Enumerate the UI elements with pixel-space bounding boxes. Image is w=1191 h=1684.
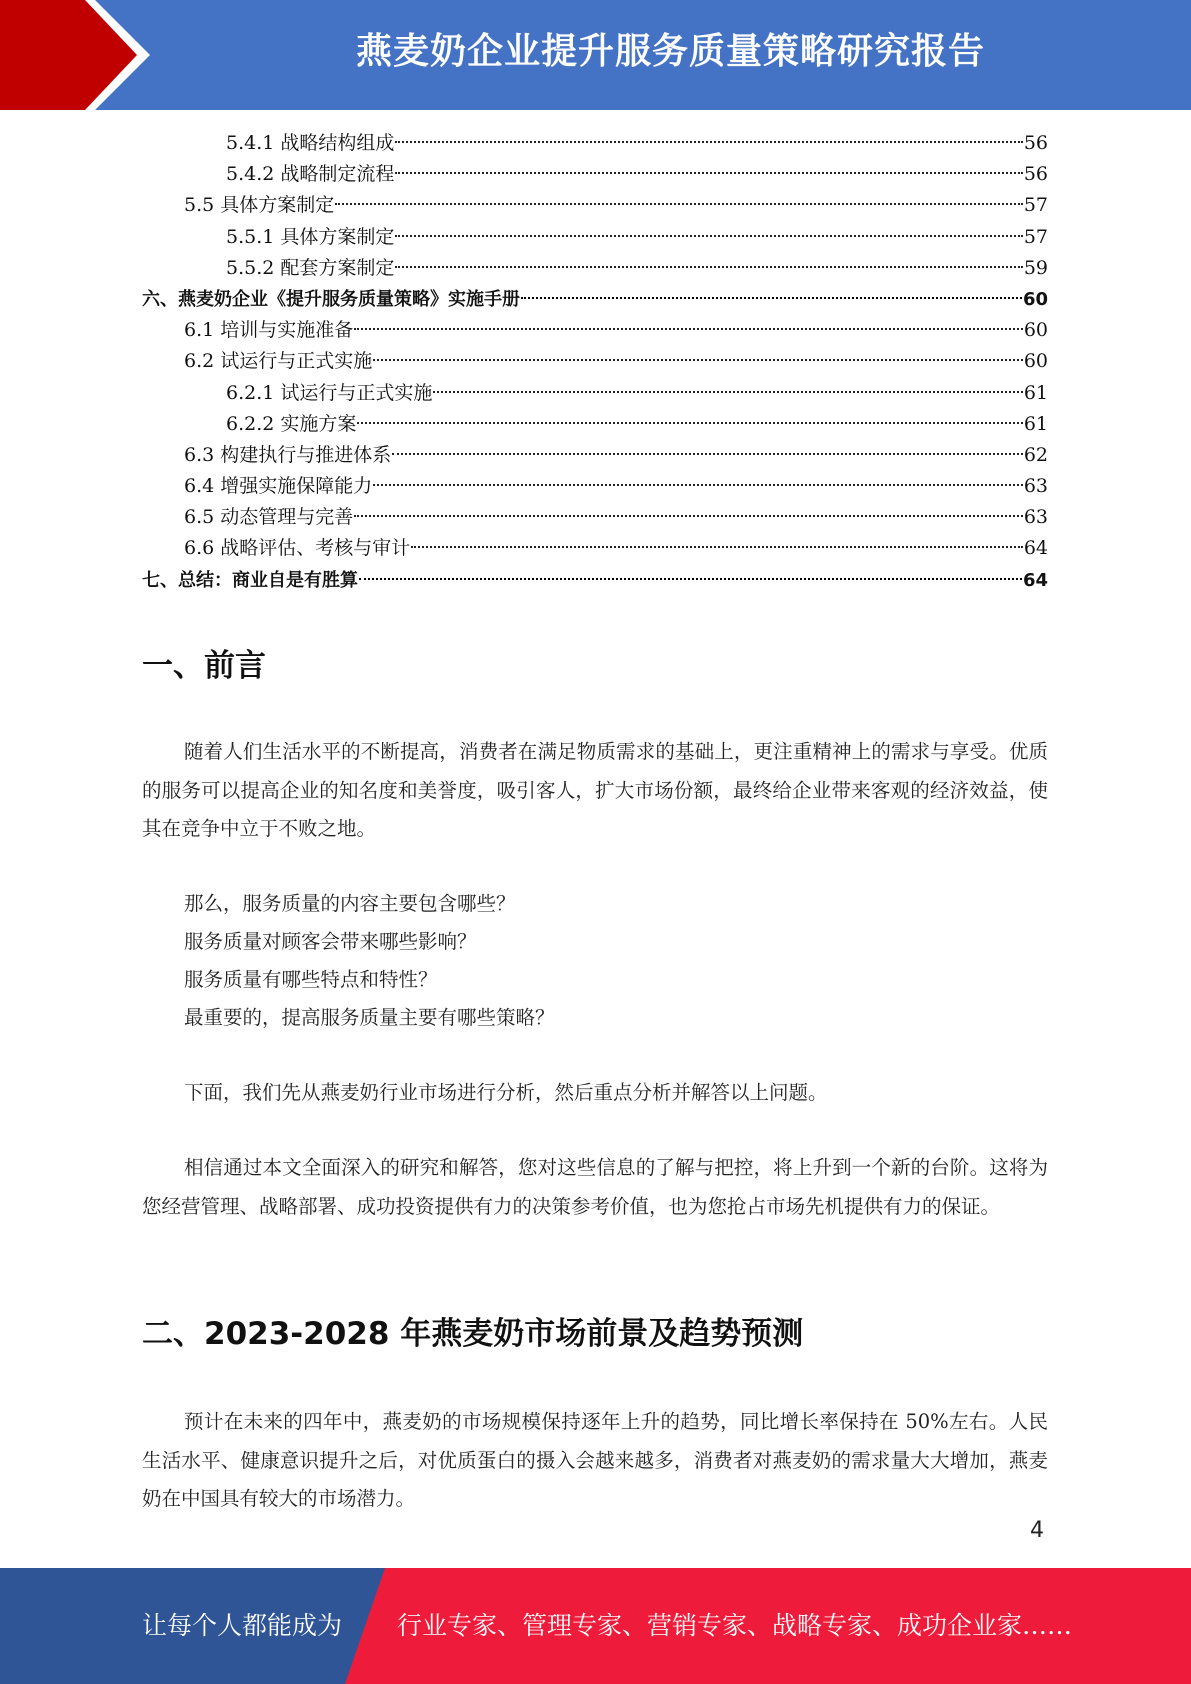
footer-slogan-right: 行业专家、管理专家、营销专家、战略专家、成功企业家…… — [397, 1611, 1073, 1640]
toc-entry-page: 57 — [1023, 194, 1048, 217]
preface-paragraph-2: 下面，我们先从燕麦奶行业市场进行分析，然后重点分析并解答以上问题。 — [184, 1081, 828, 1104]
toc-dot-leader — [395, 266, 1022, 268]
toc-entry[interactable] — [142, 502, 1048, 533]
report-title: 燕麦奶企业提升服务质量策略研究报告 — [355, 31, 985, 72]
toc-entry-title: 6.5 动态管理与完善 — [184, 506, 354, 529]
section-heading-preface: 一、前言 — [142, 648, 266, 684]
toc-entry-page: 61 — [1023, 381, 1048, 404]
footer-slogan-left: 让每个人都能成为 — [142, 1611, 343, 1640]
toc-entry-page: 56 — [1023, 132, 1048, 154]
toc-entry-page: 60 — [1023, 350, 1048, 373]
toc-dot-leader — [354, 515, 1023, 517]
toc-entry-page: 64 — [1022, 569, 1048, 591]
toc-entry[interactable] — [142, 190, 1048, 221]
toc-dot-leader — [354, 328, 1023, 330]
toc-dot-leader — [392, 453, 1023, 455]
preface-question-4: 最重要的，提高服务质量主要有哪些策略？ — [184, 1006, 555, 1029]
toc-entry-page: 60 — [1022, 288, 1048, 310]
toc-entry-title: 5.5.1 具体方案制定 — [226, 225, 395, 248]
forecast-paragraph-1: 预计在未来的四年中，燕麦奶的市场规模保持逐年上升的趋势，同比增长率保持在 50%左右。人民生活水平、健康意识提升之后，对优质蛋白的摄入会越来越多，消费者对燕麦奶的需求量大大增加，燕麦奶在中国具有较大的市场潜力。 — [142, 1410, 1048, 1510]
toc-entry[interactable] — [142, 159, 1048, 190]
toc-entry-title: 6.4 增强实施保障能力 — [184, 475, 373, 498]
section-heading-forecast: 二、2023-2028 年燕麦奶市场前景及趋势预测 — [142, 1316, 804, 1352]
toc-entry-page: 62 — [1023, 443, 1048, 466]
toc-entry[interactable] — [142, 533, 1048, 564]
toc-entry-title: 七、总结：商业自是有胜算 — [142, 569, 358, 591]
preface-question-1: 那么，服务质量的内容主要包含哪些？ — [184, 892, 516, 915]
toc-entry[interactable] — [142, 253, 1048, 284]
toc-dot-leader — [433, 391, 1022, 393]
toc-dot-leader — [335, 203, 1023, 205]
toc-entry-title: 6.2.1 试运行与正式实施 — [226, 381, 433, 404]
toc-dot-leader — [357, 422, 1022, 424]
toc-dot-leader — [395, 235, 1022, 237]
page-footer — [0, 1568, 1191, 1684]
preface-question-2: 服务质量对顾客会带来哪些影响？ — [184, 930, 477, 953]
toc-entry-title: 6.2.2 实施方案 — [226, 412, 357, 435]
toc-entry[interactable] — [142, 284, 1048, 315]
toc-entry-page: 59 — [1023, 256, 1048, 279]
toc-entry-page: 64 — [1023, 537, 1048, 560]
toc-entry[interactable] — [142, 409, 1048, 440]
table-of-contents — [142, 128, 1048, 596]
toc-entry[interactable] — [142, 346, 1048, 377]
toc-entry-title: 5.5 具体方案制定 — [184, 194, 335, 217]
toc-entry-page: 61 — [1023, 412, 1048, 435]
toc-entry-page: 56 — [1023, 163, 1048, 186]
toc-entry-page: 63 — [1023, 475, 1048, 498]
toc-entry-title: 6.2 试运行与正式实施 — [184, 350, 373, 373]
preface-paragraph-3: 相信通过本文全面深入的研究和解答，您对这些信息的了解与把控，将上升到一个新的台阶。这将为您经营管理、战略部署、成功投资提供有力的决策参考价值，也为您抢占市场先机提供有力的保证。 — [142, 1156, 1048, 1218]
preface-question-3: 服务质量有哪些特点和特性？ — [184, 968, 438, 991]
toc-dot-leader — [395, 141, 1022, 143]
header-arrow-decoration — [0, 0, 160, 110]
toc-dot-leader — [395, 172, 1022, 174]
toc-entry-title: 6.6 战略评估、考核与审计 — [184, 537, 411, 560]
toc-entry-title: 5.4.1 战略结构组成 — [226, 132, 395, 154]
toc-dot-leader — [373, 484, 1023, 486]
toc-entry-title: 6.1 培训与实施准备 — [184, 319, 354, 342]
toc-entry-page: 60 — [1023, 319, 1048, 342]
page-number: 4 — [1030, 1518, 1044, 1543]
toc-entry-page: 63 — [1023, 506, 1048, 529]
toc-dot-leader — [411, 546, 1023, 548]
toc-entry-title: 5.4.2 战略制定流程 — [226, 163, 395, 186]
toc-entry-title: 5.5.2 配套方案制定 — [226, 256, 395, 279]
toc-entry-title: 6.3 构建执行与推进体系 — [184, 443, 392, 466]
toc-entry[interactable] — [142, 440, 1048, 471]
preface-paragraph-1: 随着人们生活水平的不断提高，消费者在满足物质需求的基础上，更注重精神上的需求与享受。优质的服务可以提高企业的知名度和美誉度，吸引客人，扩大市场份额，最终给企业带来客观的经济效益，使其在竞争中立于不败之地。 — [142, 740, 1048, 840]
toc-dot-leader — [521, 297, 1022, 299]
page-header — [0, 0, 1191, 110]
toc-entry[interactable] — [142, 222, 1048, 253]
toc-entry[interactable] — [142, 471, 1048, 502]
toc-entry-title: 六、燕麦奶企业《提升服务质量策略》实施手册 — [142, 288, 520, 310]
toc-entry[interactable] — [142, 128, 1048, 159]
toc-dot-leader — [359, 578, 1022, 580]
toc-entry-page: 57 — [1023, 225, 1048, 248]
toc-dot-leader — [373, 359, 1023, 361]
toc-entry[interactable] — [142, 315, 1048, 346]
toc-entry[interactable] — [142, 378, 1048, 409]
toc-entry[interactable] — [142, 565, 1048, 596]
